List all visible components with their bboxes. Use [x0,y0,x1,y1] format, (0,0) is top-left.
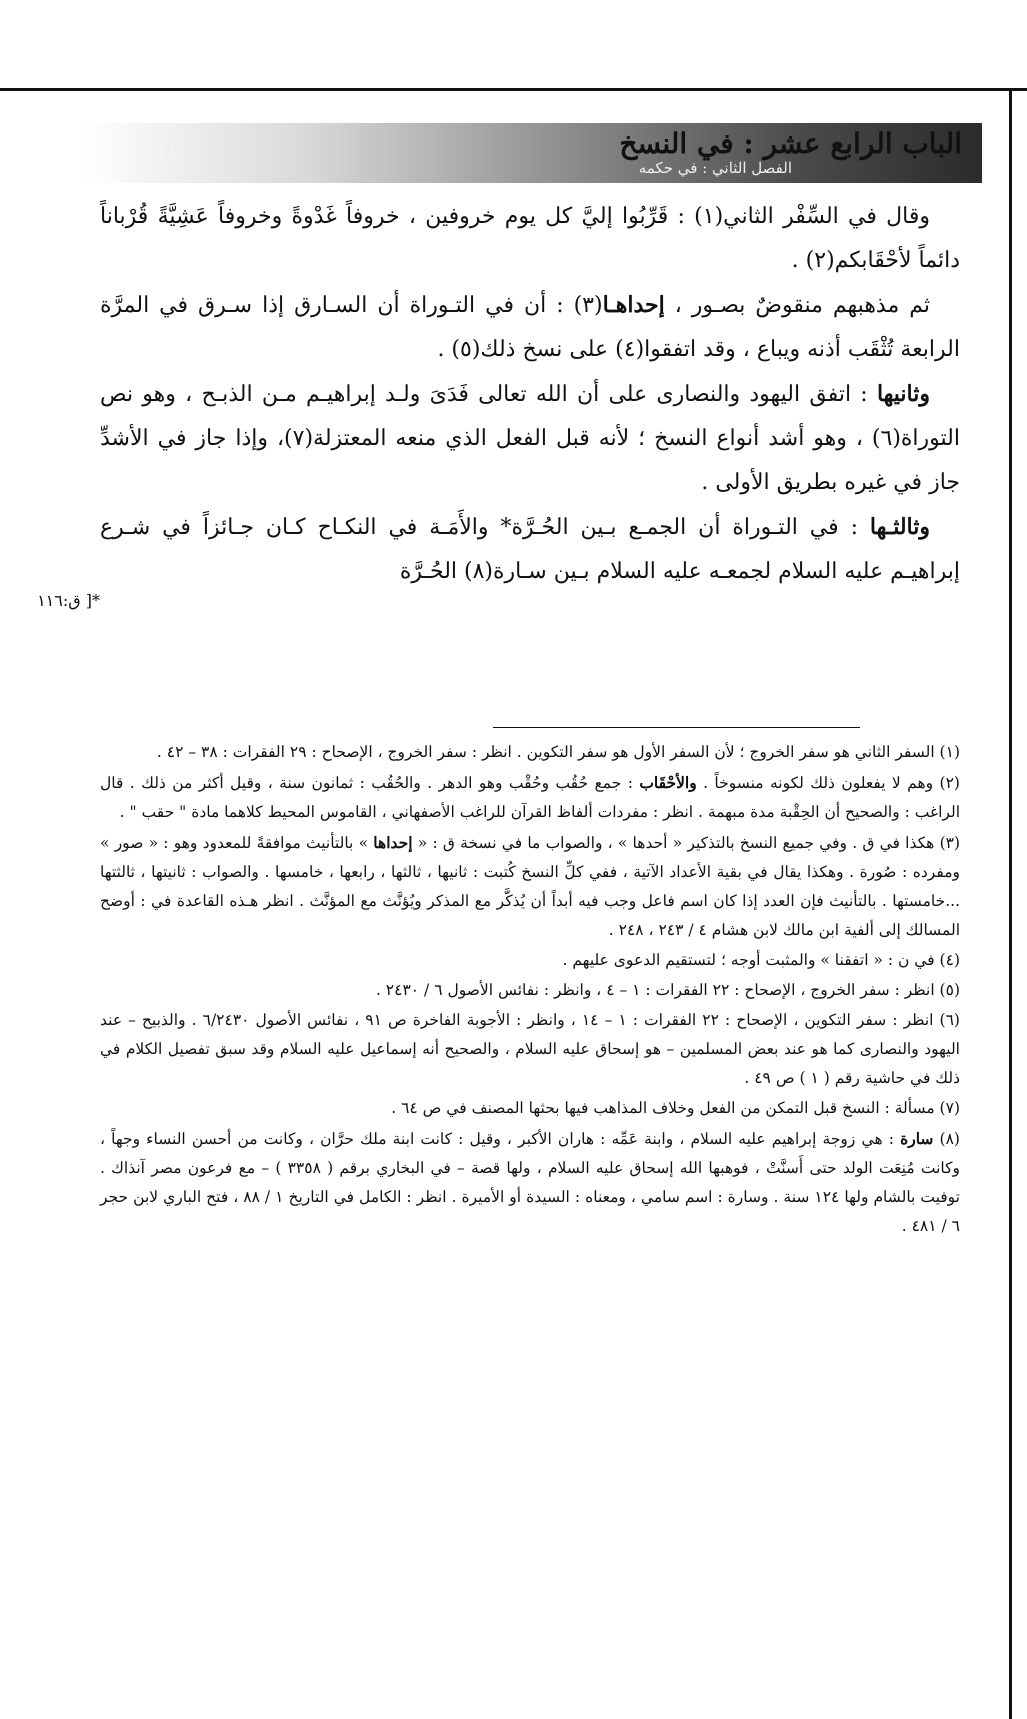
text-run: (٨) [933,1130,960,1148]
footnote [100,738,960,767]
bold-term: إحداهـا [602,292,665,318]
text-run: (٤) في ن : « اتفقنا » والمثبت أوجه ؛ لتستقيم الدعوى عليهم . [562,951,960,969]
footnote [100,828,960,945]
footnote-separator [493,727,860,728]
bold-term: سارة [900,1129,934,1148]
paragraph [100,195,960,283]
text-run: (١) السفر الثاني هو سفر الخروج ؛ لأن السفر الأول هو سفر التكوين . انظر : سفر الخروج ، الإصحاح : ٢٩ الفقرات : ٣٨ – ٤٢ . [156,743,960,761]
text-run: ثم مذهبهم منقوضٌ بصـور ، [664,293,930,318]
bold-term: وثانيها [876,381,930,407]
text-run: (٦) انظر : سفر التكوين ، الإصحاح : ٢٢ الفقرات : ١ – ١٤ ، وانظر : الأجوبة الفاخرة ص ٩١ ، نفائس الأصول ٦/٢٤٣٠ . والذبيح – عند اليهود والنصارى كما هو عند بعض المسلمين – هو إسحاق عليه السلام ، والصحيح أنه إسماعيل عليه السلام وقد سبق تفصيل الكلام في ذلك في حاشية رقم ( ١ ) ص ٤٩ . [100,1011,960,1087]
bold-term: وثالثـها [869,514,930,540]
footnotes [100,738,960,1242]
text-run: وقال في السِّفْر الثاني(١) : قَرِّبُوا إليَّ كل يوم خروفين ، خروفاً غَدْوةً وخروفاً عَشِيَّةً قُرْباناً دائماً لأحْقَابكم(٢) . [100,204,960,273]
paragraph [100,283,960,372]
chapter-title: الباب الرابع عشر : في النسخ [619,127,962,160]
footnote [100,976,960,1005]
text-run: » بالتأنيث موافقةً للمعدود وهو : « صور » ومفرده : صُورة . وهكذا يقال في بقية الأعداد الآتية ، ففي كلِّ النسخ كُتبت : ثانيها ، ثالثها ، رابعها ، خامسها . والصواب : ثانيتها ، ثالثتها ...خامستها . بالتأنيث فإن العدد إذا كان اسم فاعل وجب فيه أبداً أن يُذكَّر مع المذكر ويُؤنَّث مع المؤنَّث . انظر هـذه القاعدة في : أوضح المسالك إلى ألفية ابن مالك لابن هشام ٤ / ٢٤٣ ، ٢٤٨ . [100,834,960,939]
text-run: (٣) : أن في التـوراة أن السـارق إذا سـرق في المرَّة الرابعة تُثْقَب أذنه ويباع ، وقد اتفقوا(٤) على نسخ ذلك(٥) . [100,293,960,362]
paragraph [100,505,960,594]
paragraph [100,372,960,505]
footnote [100,946,960,975]
text-run: (٥) انظر : سفر الخروج ، الإصحاح : ٢٢ الفقرات : ١ – ٤ ، وانظر : نفائس الأصول ٦ / ٢٤٣٠ . [375,981,960,999]
text-run: : في التـوراة أن الجمـع بـين الحُـرَّة* والأَمَـة في النكـاح كـان جـائزاً في شـرع إبراهيـم عليه السلام لجمعـه عليه السلام بـين سـارة(٨) الحُـرَّة [100,515,960,584]
text-run: : جمع حُقُب وحُقْب وهو الدهر . والحُقُب : ثمانون سنة ، وقيل أكثر من ذلك . قال الراغب : والصحيح أن الحِقْبة مدة مبهمة . انظر : مفردات ألفاظ القرآن للراغب الأصفهاني ، القاموس المحيط كلاهما مادة " حقب " . [100,774,960,821]
right-border-rule [1009,88,1012,1719]
footnote [100,1124,960,1241]
bold-term: والأحْقَاب [639,773,697,792]
text-run: : اتفق اليهود والنصارى على أن الله تعالى فَدَىَ ولـد إبراهيـم مـن الذبـح ، وهو نص التوراة(٦) ، وهو أشد أنواع النسخ ؛ لأنه قبل الفعل الذي منعه المعتزلة(٧)، وإذا جاز في الأشدِّ جاز في غيره بطريق الأولى . [100,382,960,495]
footnote [100,1006,960,1093]
text-run: : هي زوجة إبراهيم عليه السلام ، وابنة عَمِّه : هاران الأكبر ، وقيل : كانت ابنة ملك حرَّان ، وكانت من أحسن النساء وجهاً ، وكانت مُنِعَت الولد حتى أَسنَّتْ ، فوهبها الله إسحاق عليه السلام ، ولها قصة – في البخاري برقم ( ٣٣٥٨ ) – مع فرعون مصر آنذاك . توفيت بالشام ولها ١٢٤ سنة . وسارة : اسم سامي ، ومعناه : السيدة أو الأميرة . انظر : الكامل في التاريخ ١ / ٨٨ ، فتح الباري لابن حجر ٦ / ٤٨١ . [100,1130,960,1235]
footnote [100,1094,960,1123]
footnote [100,768,960,827]
section-subtitle: الفصل الثاني : في حكمه [638,159,792,177]
page-number: ٥٨ [158,143,177,163]
manuscript-folio-marker: *[ ق:١١٦ [37,591,100,610]
running-header [82,123,982,183]
top-rule [0,88,1027,91]
text-run: (٢) وهم لا يفعلون ذلك لكونه منسوخاً . [696,774,960,792]
text-run: (٧) مسألة : النسخ قبل التمكن من الفعل وخلاف المذاهب فيها بحثها المصنف في ص ٦٤ . [391,1099,960,1117]
text-run: (٣) هكذا في ق . وفي جميع النسخ بالتذكير « أحدها » ، والصواب ما في نسخة ق : « [412,834,961,852]
main-text [100,195,960,594]
bold-term: إحداها [373,833,413,852]
